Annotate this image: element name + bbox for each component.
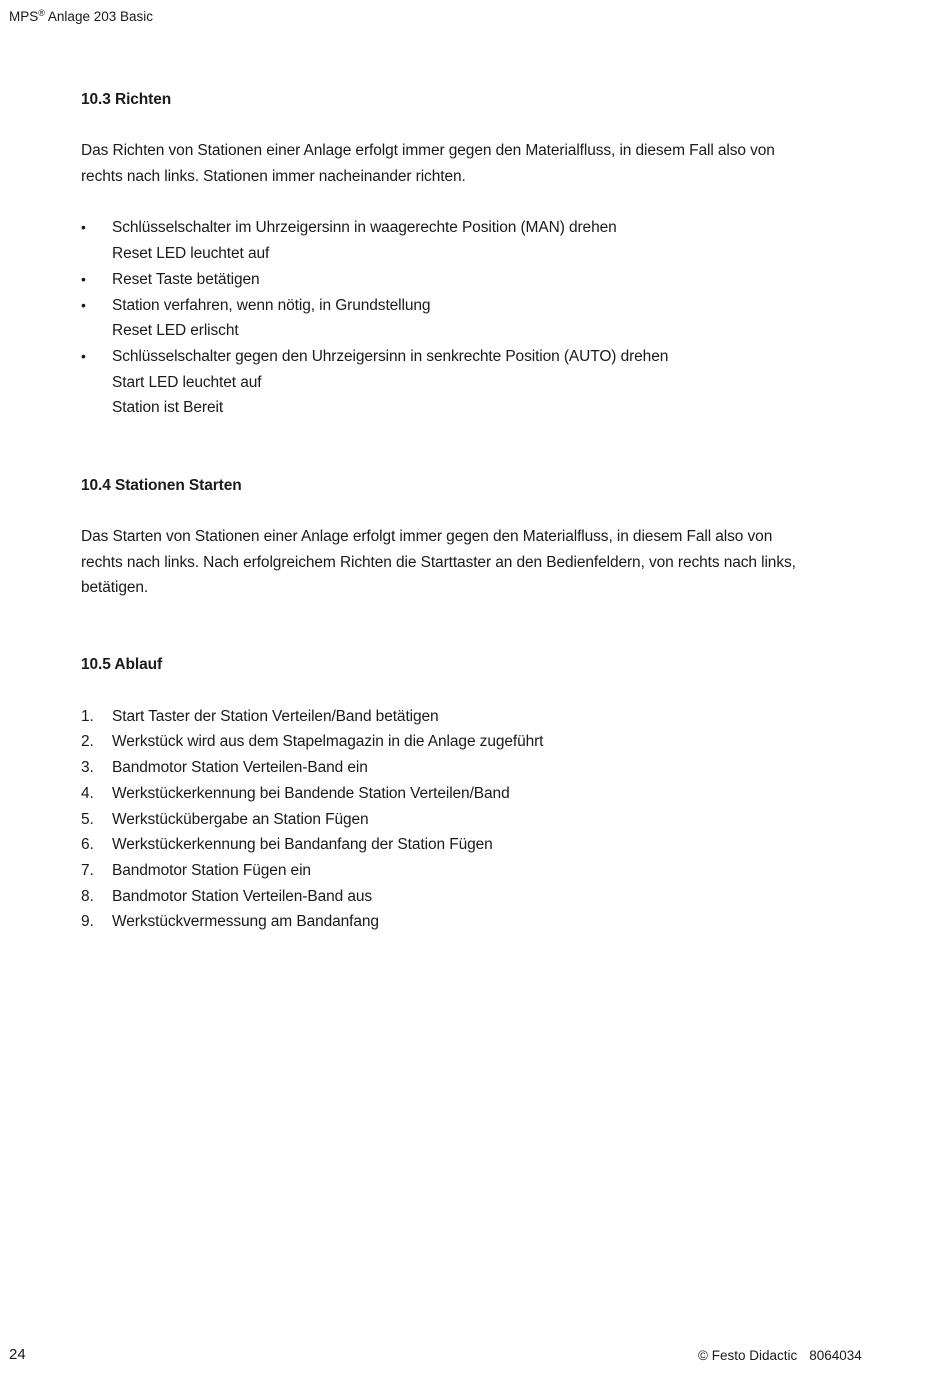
- step-text: Werkstückerkennung bei Bandanfang der Station Fügen: [112, 836, 493, 854]
- step-number: 7.: [81, 862, 94, 879]
- step-text: Werkstück wird aus dem Stapelmagazin in die Anlage zugeführt: [112, 733, 544, 751]
- bullet-icon: •: [81, 219, 86, 236]
- step-number: 9.: [81, 913, 94, 931]
- list-item: [81, 884, 861, 910]
- header-title: Anlage 203 Basic: [47, 9, 153, 24]
- step-text: Start Taster der Station Verteilen/Band betätigen: [112, 707, 439, 725]
- ablauf-step-list: [81, 704, 861, 935]
- registered-mark: ®: [38, 8, 45, 18]
- paragraph-line: betätigen.: [81, 579, 149, 597]
- step-text: Werkstückübergabe an Station Fügen: [112, 810, 369, 828]
- bullet-icon: •: [81, 296, 86, 313]
- list-item: [81, 293, 861, 344]
- bullet-icon: •: [81, 270, 86, 287]
- step-number: 1.: [81, 707, 94, 725]
- step-text: Bandmotor Station Verteilen-Band aus: [112, 887, 373, 905]
- list-item: [81, 215, 861, 266]
- list-item: [81, 858, 861, 884]
- step-number: 8.: [81, 887, 94, 905]
- page-footer: [698, 1347, 862, 1365]
- list-item: [81, 909, 861, 935]
- list-item: [81, 832, 861, 858]
- step-text: Werkstückvermessung am Bandanfang: [112, 913, 379, 931]
- list-item: [81, 781, 861, 807]
- list-item-text: Reset Taste betätigen: [112, 270, 260, 288]
- footer-doc-number: 8064034: [809, 1348, 862, 1363]
- step-number: 5.: [81, 810, 94, 828]
- header-brand: MPS: [9, 9, 39, 24]
- list-item: [81, 729, 861, 755]
- bullet-icon: •: [81, 348, 86, 364]
- list-item: [81, 755, 861, 781]
- page-number: 24: [9, 1346, 26, 1363]
- list-item-subtext: Reset LED erlischt: [112, 322, 239, 340]
- step-text: Werkstückerkennung bei Bandende Station Verteilen/Band: [112, 784, 510, 802]
- paragraph-line: rechts nach links. Nach erfolgreichem Richten die Starttaster an den Bedienfeldern, von rechts nach links,: [81, 553, 796, 571]
- list-item-text: Station verfahren, wenn nötig, in Grundstellung: [112, 296, 431, 314]
- list-item: [81, 704, 861, 730]
- step-number: 6.: [81, 836, 94, 854]
- step-number: 3.: [81, 759, 94, 777]
- step-text: Bandmotor Station Verteilen-Band ein: [112, 759, 368, 777]
- paragraph-line: rechts nach links. Stationen immer nacheinander richten.: [81, 168, 466, 186]
- step-number: 2.: [81, 733, 94, 751]
- section-heading-richten: 10.3 Richten: [81, 91, 172, 108]
- step-text: Bandmotor Station Fügen ein: [112, 862, 311, 879]
- document-body: [81, 87, 861, 935]
- list-item-subtext: Start LED leuchtet auf: [112, 373, 262, 391]
- section-heading-starten: 10.4 Stationen Starten: [81, 476, 242, 494]
- list-item: [81, 344, 861, 421]
- list-item: [81, 267, 861, 293]
- list-item-subtext: Station ist Bereit: [112, 399, 224, 417]
- paragraph-line: Das Starten von Stationen einer Anlage erfolgt immer gegen den Materialfluss, in diesem Fall also von: [81, 527, 773, 545]
- richten-bullet-list: [81, 215, 861, 421]
- list-item-text: Schlüsselschalter gegen den Uhrzeigersinn in senkrechte Position (AUTO) drehen: [112, 348, 669, 365]
- list-item: [81, 807, 861, 833]
- page-header: [9, 8, 153, 26]
- list-item-subtext: Reset LED leuchtet auf: [112, 245, 270, 263]
- step-number: 4.: [81, 784, 94, 802]
- footer-copyright: © Festo Didactic: [698, 1348, 798, 1363]
- paragraph-line: Das Richten von Stationen einer Anlage erfolgt immer gegen den Materialfluss, in diesem Fall also von: [81, 142, 775, 160]
- paragraph-starten: [81, 524, 861, 601]
- section-heading-ablauf: 10.5 Ablauf: [81, 656, 163, 674]
- paragraph-richten: [81, 138, 861, 189]
- list-item-text: Schlüsselschalter im Uhrzeigersinn in waagerechte Position (MAN) drehen: [112, 219, 617, 237]
